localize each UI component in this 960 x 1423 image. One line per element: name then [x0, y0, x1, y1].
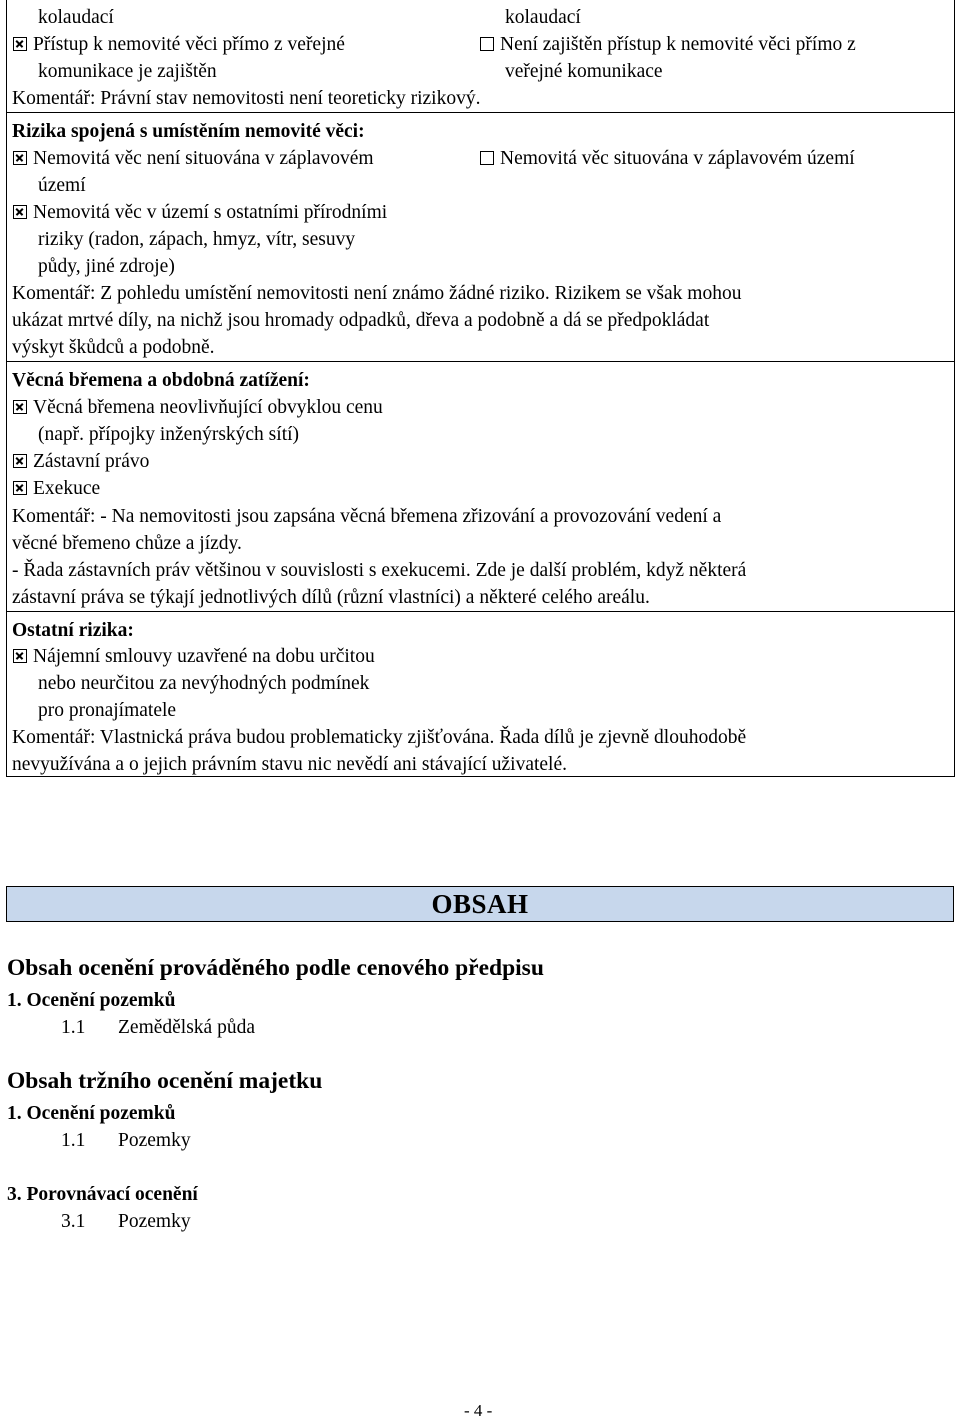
access-unchecked-label: Není zajištěn přístup k nemovité věci přímo z	[500, 34, 856, 55]
easements-comment-line3: - Řada zástavních práv většinou v souvislosti s exekucemi. Zde je další problém, když některá	[12, 560, 747, 581]
other-comment-line2: nevyužívána a o jejich právním stavu nic nevědí ani stávající uživatelé.	[12, 754, 567, 775]
toc-title: OBSAH	[431, 888, 529, 919]
divider-easements-other	[6, 611, 955, 612]
natural-risk-label: Nemovitá věc v území s ostatními přírodními	[33, 202, 388, 223]
toc-section2-group2: 3. Porovnávací ocenění	[7, 1184, 198, 1205]
checkbox-checked-icon	[13, 481, 27, 495]
easements-comment-line2: věcné břemeno chůze a jízdy.	[12, 533, 242, 554]
access-unchecked-label-cont: veřejné komunikace	[505, 61, 663, 82]
easement-item1-cont: (např. přípojky inženýrských sítí)	[38, 424, 300, 445]
flood-unchecked-label: Nemovitá věc situována v záplavovém území	[500, 148, 855, 169]
toc-section2-group2-item-link[interactable]: Pozemky	[118, 1211, 191, 1232]
checkbox-checked-icon	[13, 454, 27, 468]
toc-section2-group2-item-number[interactable]: 3.1	[61, 1211, 86, 1232]
other-risk-item1-cont2: pro pronajímatele	[38, 700, 177, 721]
easement-item3-label: Exekuce	[33, 478, 101, 499]
easement-item2	[13, 448, 149, 475]
easements-comment-line1: Komentář: - Na nemovitosti jsou zapsána věcná břemena zřizování a provozování vedení a	[12, 506, 722, 527]
easement-item1	[13, 394, 383, 421]
natural-risk-label-cont1: riziky (radon, zápach, hmyz, vítr, sesuvy	[38, 229, 356, 250]
flood-checked-option	[13, 145, 374, 172]
checkbox-checked-icon	[13, 649, 27, 663]
location-comment-line1: Komentář: Z pohledu umístění nemovitosti není známo žádné riziko. Rizikem se však mohou	[12, 283, 742, 304]
easement-item1-label: Věcná břemena neovlivňující obvyklou cenu	[33, 397, 383, 418]
divider-legal-location	[6, 112, 955, 113]
easement-item3	[13, 475, 100, 502]
toc-section1-item-number[interactable]: 1.1	[61, 1017, 86, 1038]
toc-section1-group: 1. Ocenění pozemků	[7, 990, 176, 1011]
checkbox-checked-icon	[13, 151, 27, 165]
toc-section2-group1-item-link[interactable]: Pozemky	[118, 1130, 191, 1151]
page-number: - 4 -	[464, 1401, 493, 1420]
legal-comment: Komentář: Právní stav nemovitosti není teoreticky rizikový.	[12, 88, 481, 109]
access-checked-label-cont: komunikace je zajištěn	[38, 61, 217, 82]
toc-section1-title: Obsah ocenění prováděného podle cenového předpisu	[7, 955, 544, 981]
flood-unchecked-option	[480, 145, 855, 172]
toc-title-bar	[6, 886, 954, 922]
access-checked-label: Přístup k nemovité věci přímo z veřejné	[33, 34, 345, 55]
location-comment-line3: výskyt škůdců a podobně.	[12, 337, 215, 358]
other-comment-line1: Komentář: Vlastnická práva budou problematicky zjišťována. Řada dílů je zjevně dlouhodobě	[12, 727, 747, 748]
access-checked-option	[13, 31, 345, 58]
legal-left-continuation: kolaudací	[38, 7, 114, 28]
other-risk-item1-label: Nájemní smlouvy uzavřené na dobu určitou	[33, 646, 375, 667]
divider-location-easements	[6, 361, 955, 362]
location-heading: Rizika spojená s umístěním nemovité věci:	[12, 121, 365, 142]
toc-section2-group1-item-number[interactable]: 1.1	[61, 1130, 86, 1151]
easements-heading: Věcná břemena a obdobná zatížení:	[12, 370, 310, 391]
checkbox-checked-icon	[13, 205, 27, 219]
other-risk-item1	[13, 643, 375, 670]
toc-section2-title: Obsah tržního ocenění majetku	[7, 1068, 323, 1094]
easements-comment-line4: zástavní práva se týkají jednotlivých dílů (různí vlastníci) a některé celého areálu.	[12, 587, 650, 608]
easement-item2-label: Zástavní právo	[33, 451, 150, 472]
checkbox-checked-icon	[13, 400, 27, 414]
location-comment-line2: ukázat mrtvé díly, na nichž jsou hromady odpadků, dřeva a podobně a dá se předpokládat	[12, 310, 710, 331]
toc-section2-group1: 1. Ocenění pozemků	[7, 1103, 176, 1124]
access-unchecked-option	[480, 31, 856, 58]
other-risk-item1-cont1: nebo neurčitou za nevýhodných podmínek	[38, 673, 370, 694]
legal-right-continuation: kolaudací	[505, 7, 581, 28]
toc-section1-item-link[interactable]: Zemědělská půda	[118, 1017, 255, 1038]
flood-checked-label: Nemovitá věc není situována v záplavovém	[33, 148, 374, 169]
other-risks-heading: Ostatní rizika:	[12, 620, 134, 641]
checkbox-checked-icon	[13, 37, 27, 51]
flood-checked-label-cont: území	[38, 175, 86, 196]
natural-risk-label-cont2: půdy, jiné zdroje)	[38, 256, 175, 277]
checkbox-unchecked-icon	[480, 37, 494, 51]
natural-risk-option	[13, 199, 387, 226]
checkbox-unchecked-icon	[480, 151, 494, 165]
